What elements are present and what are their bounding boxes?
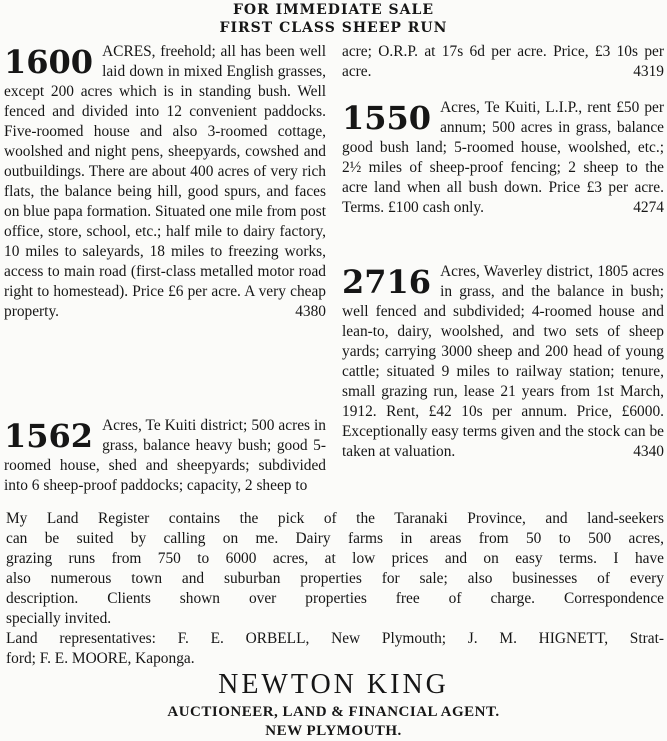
listing-reference: 4319 [633, 63, 664, 80]
register-line: grazing runs from 750 to 6000 acres, at low prices and on easy terms. I have [6, 550, 664, 567]
register-line: description. Clients shown over properties free of charge. Correspondence [6, 590, 664, 607]
listing-description: Acres, Te Kuiti, L.I.P., rent £50 per annum; 500 acres in grass, balance good bush land; 5-roomed house, woolshed, etc.; 2½ miles of sheep-proof fencing; 2 sheep to the acre land when all bush down. Price £3 per acre. Terms. £100 cash only. [342, 99, 664, 216]
listing-1600 [4, 42, 326, 322]
ad-subheading: FIRST CLASS SHEEP RUN [219, 20, 448, 36]
listing-description: ACRES, freehold; all has been well laid down in mixed English grasses, except 200 acres which is in standing bush. Well fenced and divided into 12 convenient paddocks. Five-roomed house and also 3-roomed cottage, woolshed and night pens, sheepyards, cowshed and outbuildings. There are about 400 acres of very rich flats, the balance being hill, good spurs, and faces on blue papa formation. Situated one mile from post office, store, school, etc.; half mile to dairy factory, 10 miles to saleyards, 18 miles to freezing works, access to main road (first-class metalled motor road right to homestead). Price £6 per acre. A very cheap property. [4, 43, 326, 320]
register-line: ford; F. E. MOORE, Kaponga. [6, 650, 195, 667]
listing-acreage: 2716 [342, 263, 432, 301]
listing-reference: 4340 [633, 443, 664, 460]
listing-reference: 4380 [295, 303, 326, 320]
register-line: specially invited. [6, 610, 112, 627]
register-line: can be suited by calling on me. Dairy farms in areas from 50 to 500 acres, [6, 530, 664, 547]
agent-name: NEWTON KING [218, 669, 449, 700]
listing-reference: 4274 [633, 199, 664, 216]
listing-1562 [4, 416, 326, 496]
register-line: My Land Register contains the pick of the Taranaki Province, and land-seekers [6, 510, 664, 527]
register-line: also numerous town and suburban properties for sale; also businesses of every [6, 570, 664, 587]
listing-1562-continued [342, 42, 664, 82]
listing-description: Acres, Te Kuiti district; 500 acres in grass, balance heavy bush; good 5-roomed house, shed and sheepyards; subdivided into 6 sheep-proof paddocks; capacity, 2 sheep to [4, 417, 326, 494]
agent-location: NEW PLYMOUTH. [265, 723, 402, 739]
agent-title: AUCTIONEER, LAND & FINANCIAL AGENT. [167, 704, 500, 720]
listing-acreage: 1550 [342, 99, 432, 137]
listing-acreage: 1600 [4, 43, 94, 81]
listing-acreage: 1562 [4, 417, 94, 455]
listing-1550 [342, 98, 664, 218]
listing-2716 [342, 262, 664, 462]
listing-description-continued: acre; O.R.P. at 17s 6d per acre. Price, £3 10s per acre. [342, 43, 664, 80]
register-line: Land representatives: F. E. ORBELL, New Plymouth; J. M. HIGNETT, Strat- [6, 630, 664, 647]
ad-heading: FOR IMMEDIATE SALE [232, 2, 435, 18]
listing-description: Acres, Waverley district, 1805 acres in grass, and the balance in bush; well fenced and subdivided; 4-roomed house and lean-to, dairy, woolshed, and two sets of sheep yards; carrying 3000 sheep and 200 head of young cattle; situated 9 miles to railway station; tenure, small grazing run, lease 21 years from 1st March, 1912. Rent, £42 10s per annum. Price, £6000. Exceptionally easy terms given and the stock can be taken at valuation. [342, 263, 664, 460]
